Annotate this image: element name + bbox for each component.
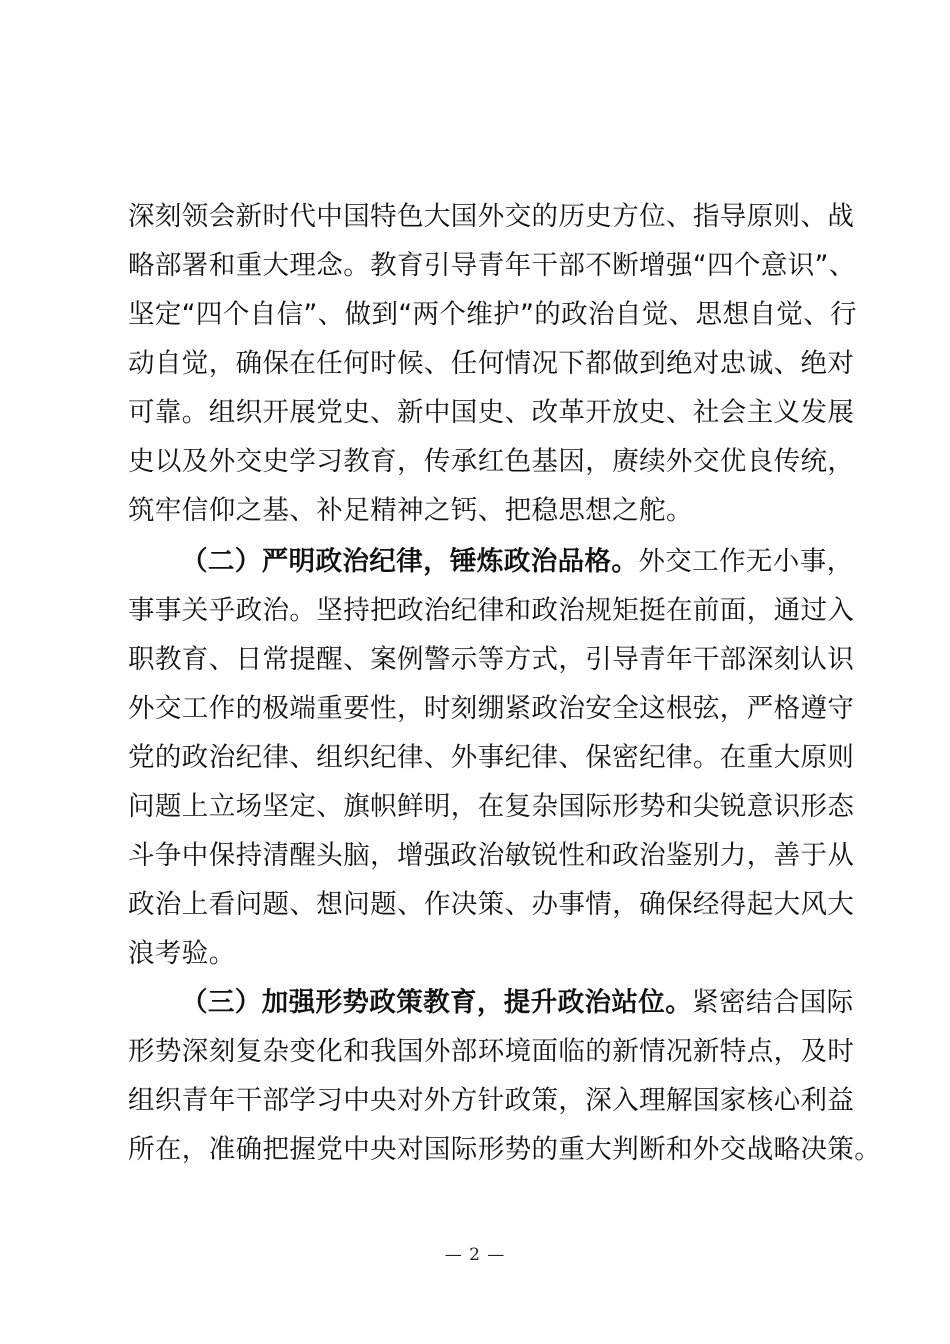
section-2-first-line: 外交工作无小事，: [638, 546, 854, 577]
text-line: 史以及外交史学习教育，传承红色基因，赓续外交优良传统，: [128, 446, 855, 477]
text-line: 筑牢信仰之基、补足精神之钙、把稳思想之舵。: [128, 495, 693, 526]
paragraph-2-body: [128, 586, 855, 978]
text-line: 问题上立场坚定、旗帜鲜明，在复杂国际形势和尖锐意识形态: [128, 791, 855, 822]
text-line: 党的政治纪律、组织纪律、外事纪律、保密纪律。在重大原则: [128, 742, 855, 773]
text-line: 事事关乎政治。坚持把政治纪律和政治规矩挺在前面，通过入: [128, 595, 855, 626]
text-line: 可靠。组织开展党史、新中国史、改革开放史、社会主义发展: [128, 397, 855, 428]
text-line: 所在，准确把握党中央对国际形势的重大判断和外交战略决策。: [128, 1134, 882, 1165]
section-3-heading: （三）加强形势政策教育，提升政治站位。: [181, 987, 693, 1018]
text-line: 略部署和重大理念。教育引导青年干部不断增强“四个意识”、: [128, 250, 856, 281]
page-number: — 2 —: [444, 1245, 506, 1265]
paragraph-3-body: [128, 1027, 882, 1174]
text-line: 动自觉，确保在任何时候、任何情况下都做到绝对忠诚、绝对: [128, 348, 855, 379]
body-text: [128, 192, 882, 1174]
text-line: 组织青年干部学习中央对外方针政策，深入理解国家核心利益: [128, 1085, 855, 1116]
text-line: 斗争中保持清醒头脑，增强政治敏锐性和政治鉴别力，善于从: [128, 840, 855, 871]
text-line: 外交工作的极端重要性，时刻绷紧政治安全这根弦，严格遵守: [128, 693, 855, 724]
text-line: 坚定“四个自信”、做到“两个维护”的政治自觉、思想自觉、行: [128, 299, 858, 330]
paragraph-1: [128, 192, 858, 535]
text-line: 形势深刻复杂变化和我国外部环境面临的新情况新特点，及时: [128, 1036, 855, 1067]
section-2-heading: （二）严明政治纪律，锤炼政治品格。: [181, 546, 639, 577]
text-line: 深刻领会新时代中国特色大国外交的历史方位、指导原则、战: [128, 201, 855, 232]
text-line: [128, 978, 854, 1027]
section-3-first-line: 紧密结合国际: [692, 987, 854, 1018]
text-line: 职教育、日常提醒、案例警示等方式，引导青年干部深刻认识: [128, 644, 855, 675]
paragraph-2: [128, 537, 854, 586]
text-line: 浪考验。: [128, 938, 236, 969]
text-line: 政治上看问题、想问题、作决策、办事情，确保经得起大风大: [128, 889, 855, 920]
paragraph-3: [128, 978, 854, 1027]
text-line: [128, 537, 854, 586]
